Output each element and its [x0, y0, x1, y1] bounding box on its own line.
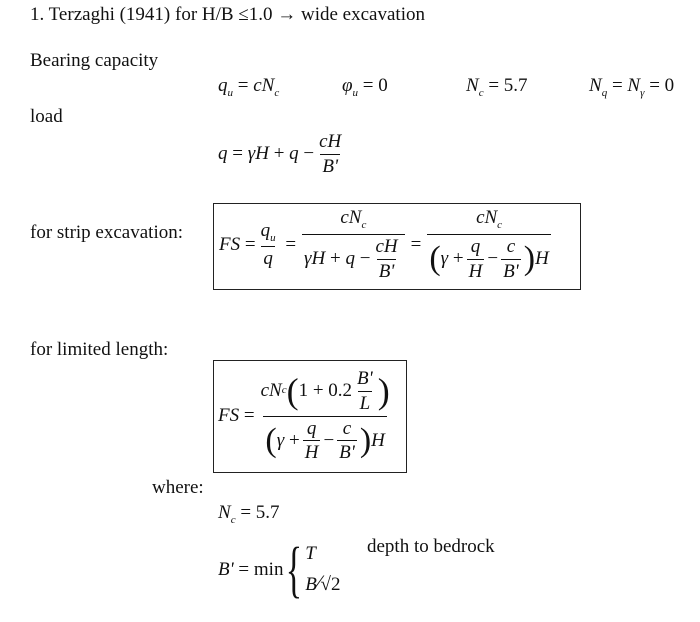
- where-nc-value: 5.7: [255, 502, 280, 523]
- eq-phi-u: $\varphi_u = 0$: [342, 75, 388, 99]
- phi-u-value: 0: [378, 75, 388, 96]
- eq-strip-fs: FS = $\frac{q_u}{q}$ = $cN_c$ γH + q − $\frac{cH}{B'}$ = $cN_c$ ( γ + $\frac{q}{H}$ − $\frac{c}{B'}$ ) H: [219, 207, 549, 282]
- nq-ngamma-value: 0: [664, 75, 675, 96]
- label-load: load: [30, 106, 63, 127]
- label-strip-excavation: for strip excavation:: [30, 222, 184, 243]
- eq-where-nc: $N_c = 5.7$: [218, 502, 280, 526]
- label-bearing-capacity: Bearing capacity: [30, 50, 159, 71]
- eq-limited-fs: FS = cN c ( 1 + 0.2 $\frac{B'}{L}$ ) ( γ + $\frac{q}{H}$ − $\frac{c}{B'}$ ) H: [218, 367, 390, 464]
- eq-nq-ngamma: $N_q = N_\gamma = 0$: [589, 75, 675, 99]
- eq-bprime-min: B' = min { T B⁄√2: [218, 536, 341, 604]
- eq-nc: $N_c = 5.7$: [466, 75, 528, 99]
- coef-value: 0.2: [328, 380, 353, 402]
- eq-load: q = γH + q − $\frac{cH}{B'}$: [218, 131, 342, 177]
- label-limited-length: for limited length:: [30, 339, 169, 360]
- eq-qu: $q_u = cN_c$: [218, 75, 280, 99]
- one-value: 1: [298, 380, 309, 402]
- sqrt-two-value: 2: [330, 573, 341, 595]
- label-depth-to-bedrock: depth to bedrock: [367, 536, 495, 557]
- section-heading: 1. Terzaghi (1941) for H/B ≤1.0 → wide excavation: [30, 4, 425, 25]
- nc-value: 5.7: [503, 75, 528, 96]
- label-where: where:: [152, 477, 204, 498]
